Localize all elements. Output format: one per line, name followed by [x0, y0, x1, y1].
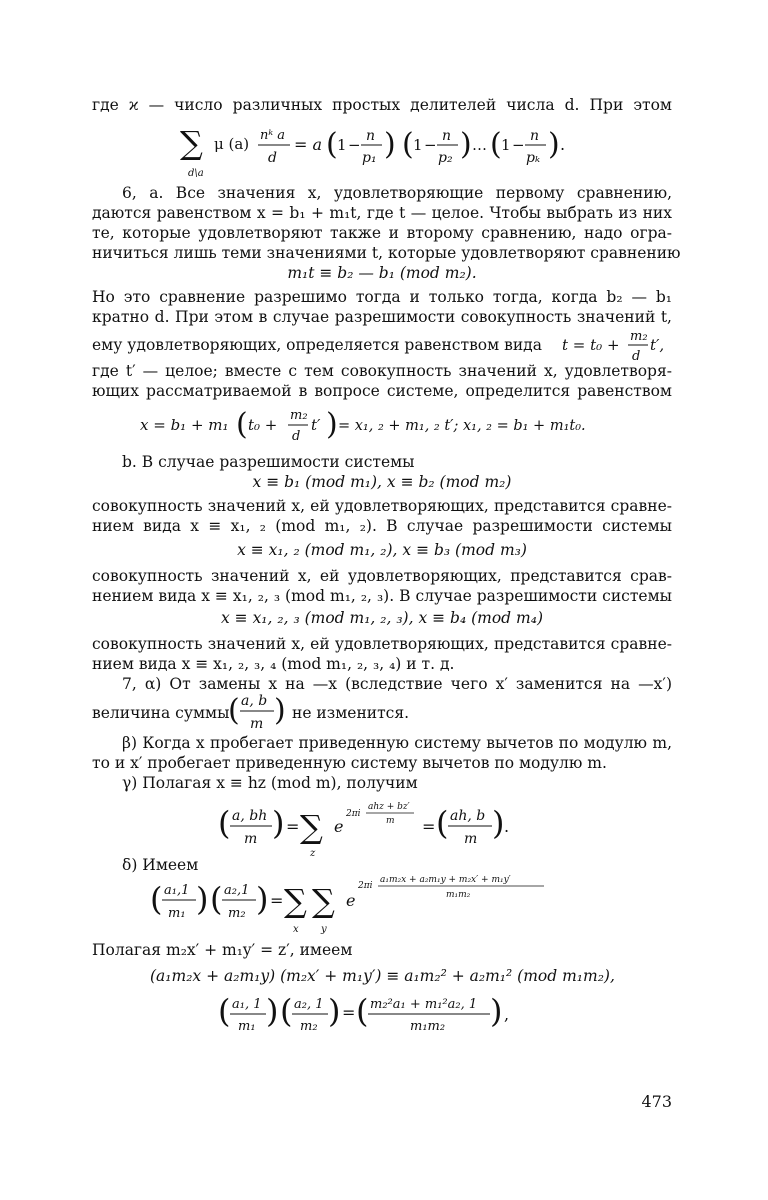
fraction-numerator: n	[530, 128, 540, 144]
fraction-denominator: m₁	[238, 1019, 256, 1034]
sum-sign: ∑	[300, 808, 323, 846]
text-line: нением вида x ≡ x₁, ₂, ₃ (mod m₁, ₂, ₃). В случае разрешимости системы	[92, 587, 672, 605]
exponent: 2πi	[346, 809, 361, 819]
paren: )	[548, 127, 560, 162]
x12-definition: = x₁, ₂ + m₁, ₂ t′; x₁, ₂ = b₁ + m₁t₀.	[338, 418, 586, 434]
fraction-numerator: m₂	[630, 329, 648, 344]
fraction-denominator: m₂	[300, 1019, 318, 1034]
paren: )	[326, 407, 338, 442]
paren: )	[490, 992, 503, 1030]
paren: )	[492, 804, 505, 842]
text-line: Но это сравнение разрешимо тогда и только тогда, когда b₂ — b₁	[92, 288, 672, 306]
paren: (	[150, 880, 163, 918]
exponent: 2πi	[358, 881, 373, 891]
text-line: Полагая m₂x′ + m₁y′ = z′, имеем	[92, 941, 353, 959]
ellipsis: …	[472, 136, 487, 154]
formula-product: (a₁m₂x + a₂m₁y) (m₂x′ + m₁y′) ≡ a₁m₂² + a₂m₁² (mod m₁m₂),	[150, 967, 615, 985]
formula-t-value	[562, 322, 674, 366]
fraction-numerator: ah, b	[450, 808, 486, 824]
formula-gamma	[218, 796, 548, 860]
page-number: 473	[641, 1092, 672, 1111]
fraction-denominator: d	[268, 150, 277, 166]
t-prime: t′	[311, 416, 321, 434]
text-line: ему удовлетворяющих, определяется равенством вида	[92, 336, 542, 354]
paren: (	[490, 127, 502, 162]
text-line: кратно d. При этом в случае разрешимости совокупность значений t,	[92, 308, 672, 326]
fraction-numerator: a₂, 1	[294, 997, 324, 1012]
text-line: где ϰ — число различных простых делителей числа d. При этом	[92, 96, 672, 114]
sum-subscript: y	[321, 924, 327, 935]
text-line: совокупность значений x, ей удовлетворяющих, представится сравне-	[92, 635, 672, 653]
formula-congruence: m₁t ≡ b₂ — b₁ (mod m₂).	[287, 264, 477, 282]
text-line: ющих рассматриваемой в вопросе системе, определится равенством	[92, 382, 672, 400]
text-line: нием вида x ≡ x₁, ₂ (mod m₁, ₂). В случае разрешимости системы	[92, 517, 672, 535]
text-line: δ) Имеем	[122, 856, 199, 874]
minus: −	[424, 136, 437, 154]
exponent-numerator: a₁m₂x + a₂m₁y + m₂x′ + m₁y′	[380, 875, 511, 885]
paren: )	[272, 804, 285, 842]
fraction-numerator: m₂	[290, 408, 308, 423]
paren: )	[266, 992, 279, 1030]
exponent-numerator: ahz + bz′	[368, 802, 410, 812]
text-line: даются равенством x = b₁ + m₁t, где t — целое. Чтобы выбрать из них	[92, 204, 672, 222]
fraction-numerator: n	[366, 128, 376, 144]
formula-system-2: x ≡ x₁, ₂ (mod m₁, ₂), x ≡ b₃ (mod m₃)	[237, 541, 527, 559]
formula-gauss-sum-ab	[228, 688, 284, 736]
text-line: b. В случае разрешимости системы	[122, 453, 415, 471]
text-line: где t′ — целое; вместе с тем совокупность значений x, удовлетворя-	[92, 362, 672, 380]
period: .	[560, 135, 566, 154]
fraction-numerator: a, b	[241, 693, 268, 709]
formula-combined	[218, 986, 538, 1046]
minus: −	[348, 136, 361, 154]
t0-plus: t₀ +	[248, 416, 278, 434]
x-equals: x = b₁ + m₁	[140, 416, 229, 434]
equals: =	[286, 817, 300, 836]
fraction-denominator: pₖ	[526, 150, 541, 166]
fraction-numerator: n	[442, 128, 452, 144]
sum-sign: ∑	[312, 882, 335, 920]
paren: (	[210, 880, 223, 918]
formula-system-3: x ≡ x₁, ₂, ₃ (mod m₁, ₂, ₃), x ≡ b₄ (mod m₄)	[220, 609, 543, 627]
fraction-denominator: d	[292, 429, 301, 444]
paren: (	[436, 804, 449, 842]
paren: )	[196, 880, 209, 918]
t-prime: t′,	[650, 336, 665, 354]
mu-function: μ (a)	[214, 135, 250, 153]
sum-subscript: d\a	[188, 168, 204, 179]
paren: (	[402, 127, 414, 162]
fraction-denominator: m₁	[168, 906, 186, 921]
text-line: нием вида x ≡ x₁, ₂, ₃, ₄ (mod m₁, ₂, ₃, ₄) и т. д.	[92, 655, 455, 673]
minus: −	[512, 136, 525, 154]
fraction-numerator: a₂,1	[224, 883, 250, 898]
sum-sign: ∑	[180, 124, 203, 162]
text-line: ничиться лишь теми значениями t, которые удовлетворяют сравнению	[92, 244, 681, 262]
fraction-denominator: p₂	[438, 150, 453, 166]
one: 1	[337, 136, 347, 154]
paren: (	[236, 407, 248, 442]
paren: )	[328, 992, 341, 1030]
sum-sign: ∑	[284, 882, 307, 920]
fraction-numerator: nᵏ a	[260, 128, 285, 143]
fraction-numerator: a₁,1	[164, 883, 190, 898]
text-line: то и x′ пробегает приведенную систему вычетов по модулю m.	[92, 754, 607, 772]
text-line: γ) Полагая x ≡ hz (mod m), получим	[122, 774, 418, 792]
fraction-numerator: a, bh	[232, 808, 268, 824]
fraction-denominator: d	[632, 349, 641, 364]
sum-subscript: x	[293, 924, 299, 935]
paren: (	[228, 693, 240, 728]
fraction-denominator: m	[464, 831, 478, 847]
exponent-denominator: m₁m₂	[446, 890, 471, 900]
text-line: совокупность значений x, ей удовлетворяющих, представится срав-	[92, 567, 672, 585]
equals: =	[270, 891, 284, 910]
fraction-denominator: m₁m₂	[410, 1019, 446, 1034]
paren: (	[218, 804, 231, 842]
fraction-denominator: m	[250, 716, 264, 732]
text-line: те, которые удовлетворяют также и второму сравнению, надо огра-	[92, 224, 672, 242]
equals: =	[342, 1003, 356, 1022]
text-line: β) Когда x пробегает приведенную систему вычетов по модулю m,	[122, 734, 672, 752]
exp-base: e	[346, 891, 356, 910]
period: .	[504, 817, 510, 836]
paren: )	[460, 127, 472, 162]
one: 1	[413, 136, 423, 154]
equals: =	[422, 817, 436, 836]
fraction-denominator: m₂	[228, 906, 246, 921]
text-line: не изменится.	[292, 704, 410, 722]
paren: (	[280, 992, 293, 1030]
paren: (	[218, 992, 231, 1030]
text-line: совокупность значений x, ей удовлетворяющих, представится сравне-	[92, 497, 672, 515]
formula-mobius-sum	[180, 118, 610, 180]
fraction-denominator: p₁	[362, 150, 377, 166]
paren: )	[256, 880, 269, 918]
formula-system-1: x ≡ b₁ (mod m₁), x ≡ b₂ (mod m₂)	[252, 473, 512, 491]
equals-a: = a	[294, 135, 323, 154]
formula-x-solution	[140, 400, 640, 448]
exponent-denominator: m	[386, 816, 395, 826]
t-equals: t = t₀ +	[562, 336, 620, 354]
formula-delta	[150, 872, 600, 936]
text-line: 7, α) От замены x на —x (вследствие чего x′ заменится на —x′)	[122, 675, 672, 693]
fraction-denominator: m	[244, 831, 258, 847]
comma: ,	[504, 1005, 510, 1024]
fraction-numerator: m₂²a₁ + m₁²a₂, 1	[370, 997, 478, 1012]
paren: (	[326, 127, 338, 162]
paren: )	[384, 127, 396, 162]
text-line: величина суммы	[92, 704, 230, 722]
exp-base: e	[334, 817, 344, 836]
text-line: 6, а. Все значения x, удовлетворяющие первому сравнению,	[122, 184, 672, 202]
paren: )	[274, 693, 286, 728]
one: 1	[501, 136, 511, 154]
fraction-numerator: a₁, 1	[232, 997, 262, 1012]
paren: (	[356, 992, 369, 1030]
sum-subscript: z	[310, 848, 316, 859]
